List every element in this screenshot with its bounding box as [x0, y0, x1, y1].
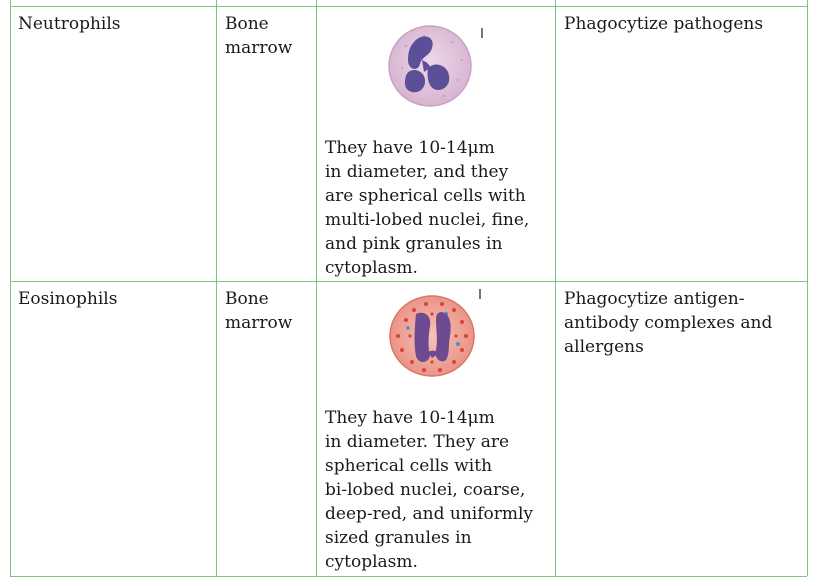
table-divider-3 — [555, 0, 556, 576]
neutrophil-cell-image — [384, 16, 484, 110]
description-line: spherical cells with — [325, 456, 493, 476]
row-separator-top — [10, 6, 807, 7]
function-line: allergens — [564, 337, 644, 357]
table-divider-2 — [316, 0, 317, 576]
description-line: They have 10-14μm — [325, 138, 495, 158]
description-line: They have 10-14μm — [325, 408, 495, 428]
description-line: and pink granules in — [325, 234, 503, 254]
origin-line: Bone — [225, 14, 269, 34]
origin-line: marrow — [225, 313, 293, 333]
table-row-1-cell-type: Neutrophils — [18, 14, 121, 34]
origin-line: marrow — [225, 38, 293, 58]
description-line: are spherical cells with — [325, 186, 526, 206]
description-line: sized granules in — [325, 528, 472, 548]
table-row-2-cell-type: Eosinophils — [18, 289, 118, 309]
description-line: cytoplasm. — [325, 258, 418, 278]
description-line: in diameter. They are — [325, 432, 510, 452]
table-row-2-function — [564, 287, 772, 359]
table-row-2-description — [325, 406, 533, 574]
table-row-2-origin — [225, 287, 292, 335]
image-marker — [479, 289, 481, 299]
function-line: Phagocytize pathogens — [564, 14, 764, 34]
origin-line: Bone — [225, 289, 269, 309]
description-line: in diameter, and they — [325, 162, 509, 182]
image-marker — [481, 28, 483, 38]
function-line: antibody complexes and — [564, 313, 773, 333]
description-line: deep-red, and uniformly — [325, 504, 534, 524]
table-row-1-origin — [225, 12, 292, 60]
row-separator-middle — [10, 281, 807, 282]
row-separator-bottom — [10, 576, 807, 577]
table-border-right — [807, 0, 808, 576]
description-line: multi-lobed nuclei, fine, — [325, 210, 530, 230]
table-divider-1 — [216, 0, 217, 576]
function-line: Phagocytize antigen- — [564, 289, 745, 309]
table-border-left — [10, 0, 11, 576]
description-line: cytoplasm. — [325, 552, 418, 572]
table-row-1-description — [325, 136, 529, 280]
table-row-1-function — [564, 12, 763, 36]
eosinophil-cell-image — [386, 292, 482, 382]
description-line: bi-lobed nuclei, coarse, — [325, 480, 526, 500]
